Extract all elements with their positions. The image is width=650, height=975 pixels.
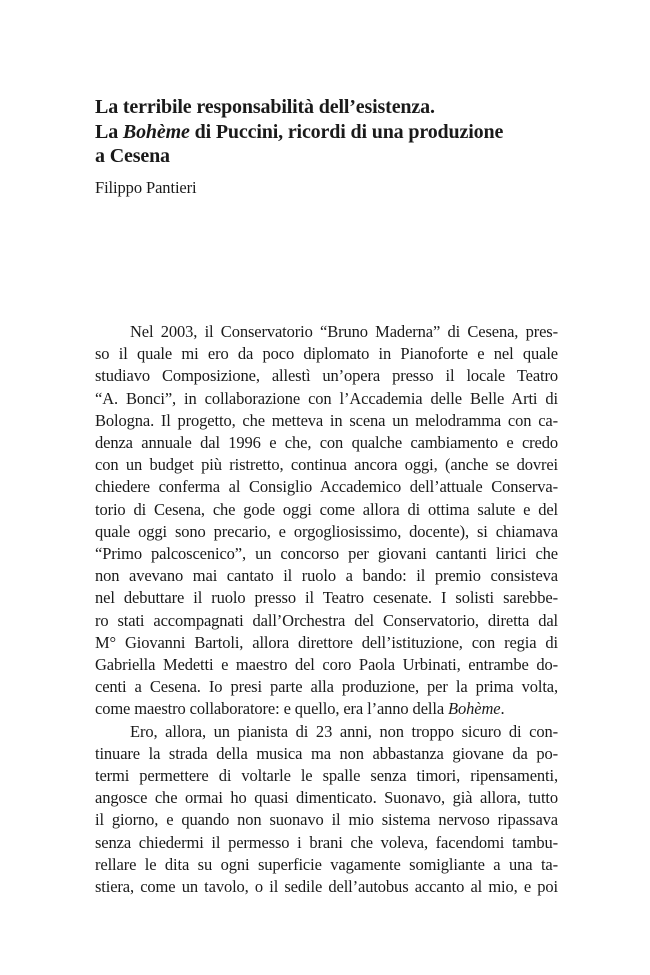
text-line: studiavo Composizione, allestì un’opera presso il locale Teatro — [95, 366, 558, 386]
chapter-title-line-3: a Cesena — [95, 145, 170, 167]
text-line: quale oggi sono precario, e orgogliosissimo, docente), si chiamava — [95, 521, 558, 541]
opera-name: Bohème — [448, 699, 501, 719]
text-line: con un budget più ristretto, continua ancora oggi, (anche se dovrei — [95, 455, 558, 475]
author-name: Filippo Pantieri — [95, 177, 197, 197]
text-line: “A. Bonci”, in collaborazione con l’Accademia delle Belle Arti di — [95, 388, 558, 408]
text-line: Gabriella Medetti e maestro del coro Paola Urbinati, entrambe do- — [95, 655, 558, 675]
chapter-title-line-1: La terribile responsabilità dell’esistenza. — [95, 96, 435, 118]
text-line: tinuare la strada della musica ma non abbastanza giovane da po- — [95, 743, 558, 763]
text-line: ro stati accompagnati dall’Orchestra del Conservatorio, diretta dal — [95, 610, 558, 630]
text-line: nel debuttare il ruolo presso il Teatro cesenate. I solisti sarebbe- — [95, 588, 558, 608]
chapter-title-line-2 — [95, 120, 558, 145]
paragraph-1 — [95, 321, 558, 721]
text-line: Bologna. Il progetto, che metteva in scena un melodramma con ca- — [95, 410, 558, 430]
text-line: non avevano mai cantato il ruolo a bando: il premio consisteva — [95, 566, 558, 586]
text-line: so il quale mi ero da poco diplomato in Pianoforte e nel quale — [95, 344, 558, 364]
text-line: centi a Cesena. Io presi parte alla produzione, per la prima volta, — [95, 677, 558, 697]
text-line: M° Giovanni Bartoli, allora direttore dell’istituzione, con regia di — [95, 632, 558, 652]
text-line: torio di Cesena, che gode oggi come allora di ottima salute e del — [95, 499, 558, 519]
text-line: “Primo palcoscenico”, un concorso per giovani cantanti lirici che — [95, 544, 558, 564]
chapter-title-opera-name: Bohème — [122, 120, 190, 143]
chapter-title-line-2-post: di Puccini, ricordi di una produzione — [189, 120, 504, 143]
text-line-segment: come maestro collaboratore: e quello, era l’anno della — [95, 699, 449, 719]
text-line: Ero, allora, un pianista di 23 anni, non troppo sicuro di con- — [130, 721, 558, 741]
paragraph-2 — [95, 721, 558, 899]
body-text — [95, 321, 558, 898]
text-line — [95, 698, 558, 720]
text-line: rellare le dita su ogni superficie vagamente somigliante a una ta- — [95, 854, 558, 874]
text-line: chiedere conferma al Consiglio Accademico dell’attuale Conserva- — [95, 477, 558, 497]
text-line: il giorno, e quando non suonavo il mio sistema nervoso ripassava — [95, 810, 558, 830]
text-line: Nel 2003, il Conservatorio “Bruno Maderna” di Cesena, pres- — [130, 322, 558, 341]
text-line: angosce che ormai ho quasi dimenticato. Suonavo, già allora, tutto — [95, 788, 558, 808]
chapter-title-line-2-pre: La — [95, 120, 123, 143]
page — [95, 95, 558, 897]
text-line: denza annuale dal 1996 e che, con qualche cambiamento e credo — [95, 433, 558, 453]
chapter-title — [95, 95, 558, 169]
text-line: stiera, come un tavolo, o il sedile dell’autobus accanto al mio, e poi — [95, 877, 558, 897]
text-line: senza chiedermi il permesso i brani che voleva, facendomi tambu- — [95, 832, 558, 852]
text-line: termi permettere di voltarle le spalle senza timori, ripensamenti, — [95, 766, 558, 786]
text-line-segment: . — [500, 699, 505, 719]
